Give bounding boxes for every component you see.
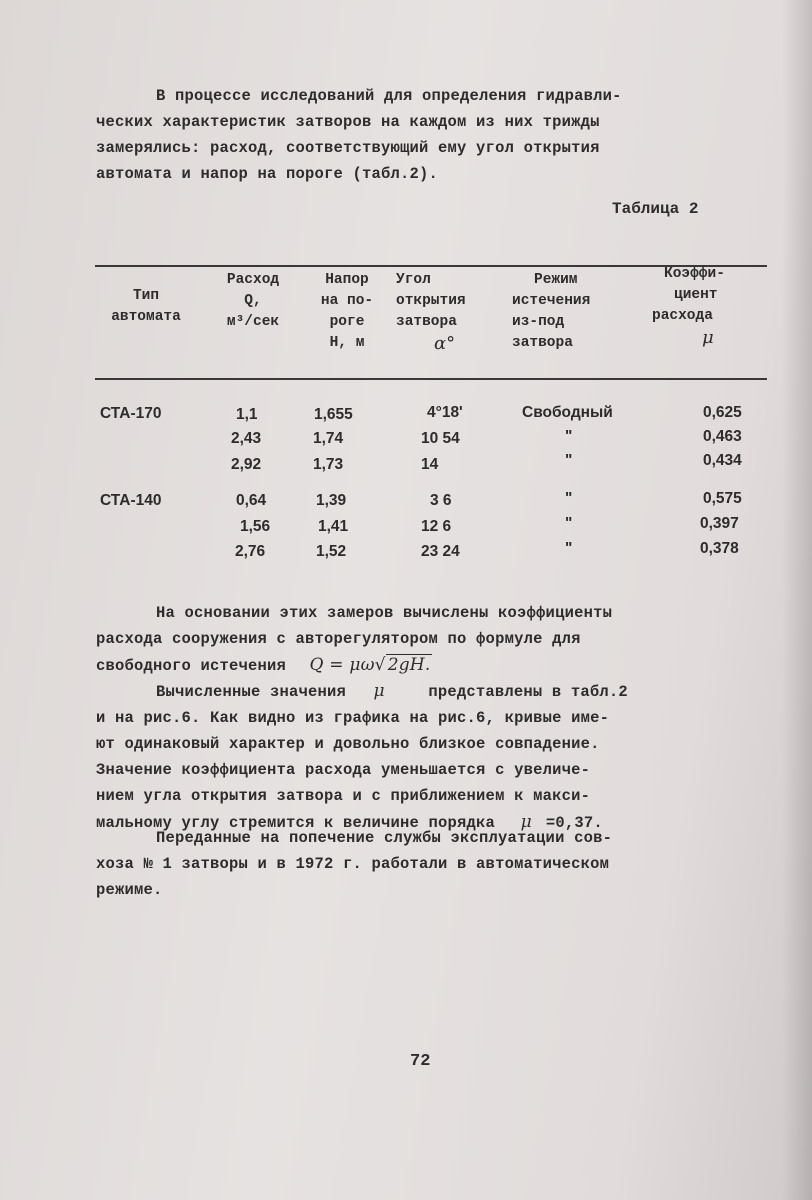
- cell-angle: 10 54: [421, 430, 460, 447]
- cell-angle: 12 6: [421, 518, 452, 535]
- alpha-symbol: α°: [434, 333, 456, 354]
- mu-symbol: μ: [702, 327, 714, 348]
- cell-type: СТА-140: [100, 492, 162, 509]
- cell-angle: 23 24: [421, 543, 460, 560]
- cell-mode: ": [565, 428, 573, 445]
- page-edge-shadow: [782, 0, 812, 1200]
- cell-flow: 1,1: [236, 406, 258, 423]
- cell-flow: 2,43: [231, 430, 262, 447]
- cell-angle: 14: [421, 456, 439, 473]
- page-number: 72: [410, 1052, 431, 1071]
- cell-mode: ": [565, 490, 573, 507]
- formula-paragraph: [96, 600, 761, 679]
- text-line: ют одинаковый характер и довольно близкое совпадение.: [96, 735, 600, 753]
- results-paragraph: [96, 678, 761, 836]
- cell-head: 1,41: [318, 518, 349, 535]
- cell-angle: 3 6: [430, 492, 452, 509]
- cell-head: 1,39: [316, 492, 347, 509]
- discharge-formula: Q = μω√ 2gH.: [309, 655, 431, 675]
- cell-head: 1,52: [316, 543, 347, 560]
- cell-coefficient: 0,378: [700, 540, 739, 557]
- text-line: свободного истечения Q = μω√ 2gH.: [96, 655, 431, 675]
- text-line: На основании этих замеров вычислены коэффициенты: [156, 604, 613, 622]
- cell-head: 1,655: [314, 406, 353, 423]
- cell-flow: 0,64: [236, 492, 267, 509]
- cell-coefficient: 0,434: [703, 452, 742, 469]
- table-header-rule: [95, 378, 767, 380]
- header-angle: Угол открытия затвора α°: [396, 270, 506, 354]
- header-coefficient: Коэффи- циент расхода μ: [652, 264, 762, 348]
- text-line: Переданные на попечение службы эксплуатации сов-: [156, 829, 613, 847]
- cell-coefficient: 0,397: [700, 515, 739, 532]
- text-line: Значение коэффициента расхода уменьшается с увеличе-: [96, 761, 591, 779]
- cell-type: СТА-170: [100, 405, 162, 422]
- header-mode: Режим истечения из-под затвора: [512, 272, 591, 351]
- text-line: Вычисленные значения μ представлены в табл.2: [156, 681, 628, 701]
- cell-flow: 2,92: [231, 456, 262, 473]
- cell-coefficient: 0,625: [703, 404, 742, 421]
- mu-symbol: μ: [520, 812, 532, 832]
- text-line: нием угла открытия затвора и с приближением к макси-: [96, 787, 591, 805]
- cell-mode: Свободный: [522, 404, 613, 421]
- header-type: Тип автомата: [111, 288, 181, 325]
- cell-flow: 1,56: [240, 518, 271, 535]
- text-line: режиме.: [96, 881, 163, 899]
- text-line: мальному углу стремится к величине порядка μ =0,37.: [96, 812, 603, 832]
- table-caption: Таблица 2: [612, 200, 699, 218]
- text-line: хоза № 1 затворы и в 1972 г. работали в автоматическом: [96, 855, 610, 873]
- header-head: Напор на по- роге H, м: [320, 272, 374, 351]
- text-line: и на рис.6. Как видно из графика на рис.6, кривые име-: [96, 709, 610, 727]
- cell-head: 1,74: [313, 430, 344, 447]
- cell-angle: 4°18': [427, 404, 463, 421]
- intro-paragraph: [96, 83, 761, 187]
- header-flow: Расход Q, м³/сек: [226, 272, 280, 330]
- cell-flow: 2,76: [235, 543, 266, 560]
- text-line: автомата и напор на пороге (табл.2).: [96, 165, 439, 183]
- cell-mode: ": [565, 540, 573, 557]
- text-line: расхода сооружения с авторегулятором по формуле для: [96, 630, 581, 648]
- cell-coefficient: 0,463: [703, 428, 742, 445]
- cell-coefficient: 0,575: [703, 490, 742, 507]
- cell-head: 1,73: [313, 456, 344, 473]
- closing-paragraph: [96, 825, 761, 903]
- text-line: ческих характеристик затворов на каждом из них трижды: [96, 113, 600, 131]
- text-line: замерялись: расход, соответствующий ему угол открытия: [96, 139, 600, 157]
- text-line: В процессе исследований для определения гидравли-: [156, 87, 622, 105]
- cell-mode: ": [565, 452, 573, 469]
- mu-symbol: μ: [373, 681, 385, 701]
- cell-mode: ": [565, 515, 573, 532]
